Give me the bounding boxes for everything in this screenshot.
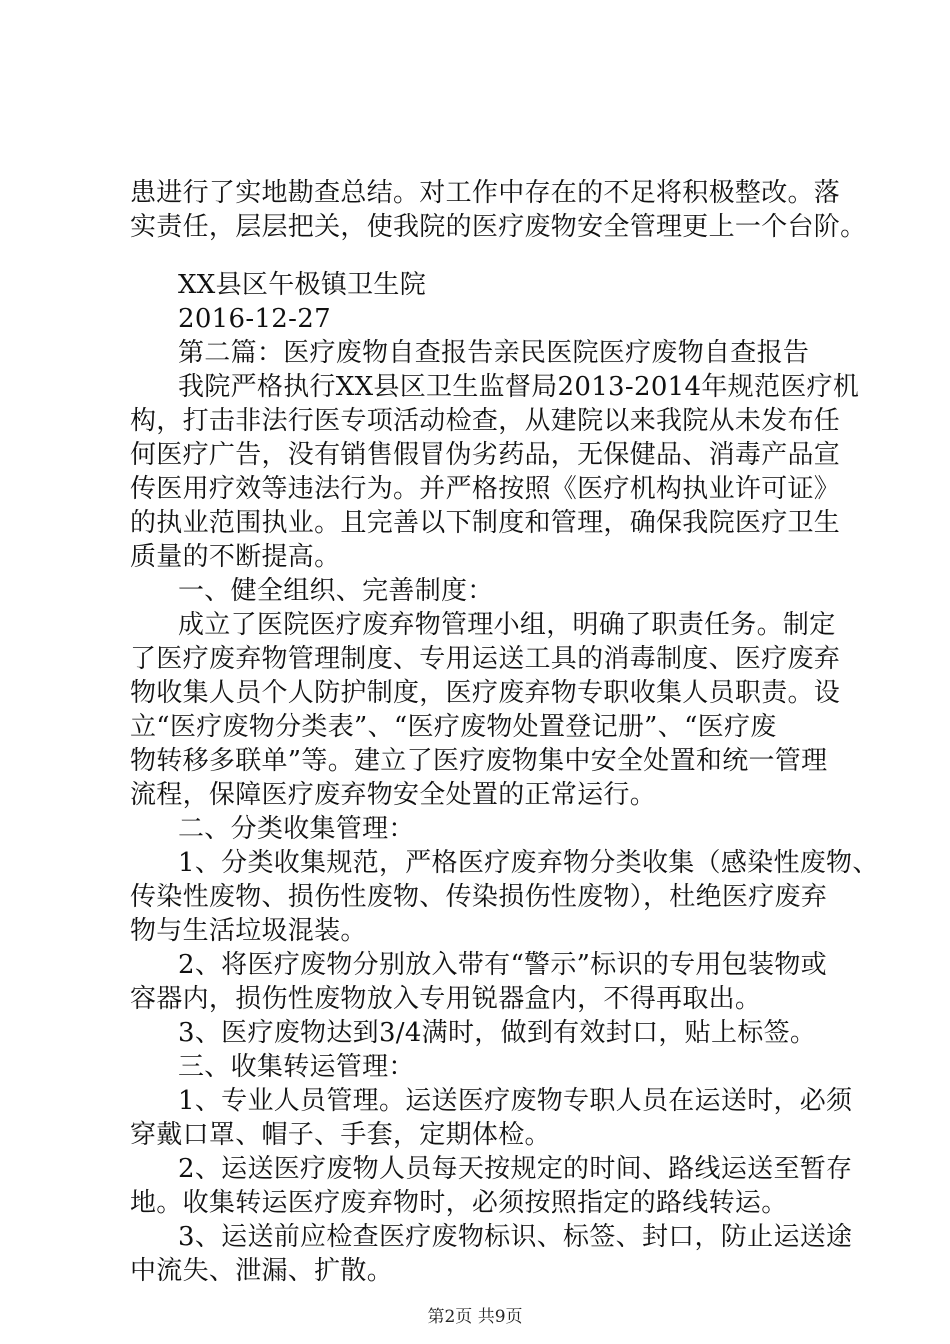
paragraph-line: 传医用疗效等违法行为。并严格按照《医疗机构执业许可证》 — [130, 474, 841, 504]
paragraph-line: 3、医疗废物达到3/4满时，做到有效封口，贴上标签。 — [178, 1018, 817, 1048]
paragraph-line: 构，打击非法行医专项活动检查，从建院以来我院从未发布任 — [130, 406, 841, 436]
paragraph-line: 何医疗广告，没有销售假冒伪劣药品，无保健品、消毒产品宣 — [130, 440, 841, 470]
paragraph-line: 容器内，损伤性废物放入专用锐器盒内，不得再取出。 — [130, 984, 762, 1014]
paragraph-line: 2、运送医疗废物人员每天按规定的时间、路线运送至暂存 — [178, 1154, 853, 1184]
paragraph-line: 了医疗废弃物管理制度、专用运送工具的消毒制度、医疗废弃 — [130, 644, 841, 674]
section-heading: 三、收集转运管理： — [178, 1052, 415, 1082]
page-number-footer: 第2页 共9页 — [427, 1307, 523, 1327]
paragraph-line: 流程，保障医疗废弃物安全处置的正常运行。 — [130, 780, 657, 810]
body-line: 实责任，层层把关，使我院的医疗废物安全管理更上一个台阶。 — [130, 212, 867, 242]
paragraph-line: 中流失、泄漏、扩散。 — [130, 1256, 394, 1286]
section-heading: 一、健全组织、完善制度： — [178, 576, 494, 606]
paragraph-line: 传染性废物、损伤性废物、传染损伤性废物），杜绝医疗废弃 — [130, 882, 828, 912]
paragraph-line: 地。收集转运医疗废弃物时，必须按照指定的路线转运。 — [130, 1188, 788, 1218]
paragraph-line: 2、将医疗废物分别放入带有“警示”标识的专用包装物或 — [178, 950, 827, 980]
paragraph-line: 1、分类收集规范，严格医疗废弃物分类收集（感染性废物、 — [178, 848, 879, 878]
paragraph-line: 我院严格执行XX县区卫生监督局2013-2014年规范医疗机 — [178, 372, 860, 402]
paragraph-line: 立“医疗废物分类表”、“医疗废物处置登记册”、“医疗废 — [130, 712, 777, 742]
paragraph-line: 质量的不断提高。 — [130, 542, 341, 572]
body-line: 患进行了实地勘查总结。对工作中存在的不足将积极整改。落 — [130, 178, 841, 208]
paragraph-line: 物收集人员个人防护制度，医疗废弃物专职收集人员职责。设 — [130, 678, 841, 708]
paragraph-line: 物转移多联单”等。建立了医疗废物集中安全处置和统一管理 — [130, 746, 828, 776]
section-title: 第二篇：医疗废物自查报告亲民医院医疗废物自查报告 — [178, 338, 810, 368]
paragraph-line: 物与生活垃圾混装。 — [130, 916, 367, 946]
paragraph-line: 穿戴口罩、帽子、手套，定期体检。 — [130, 1120, 551, 1150]
section-heading: 二、分类收集管理： — [178, 814, 415, 844]
signature-organization: XX县区午极镇卫生院 — [178, 270, 427, 300]
paragraph-line: 成立了医院医疗废弃物管理小组，明确了职责任务。制定 — [178, 610, 836, 640]
paragraph-line: 3、运送前应检查医疗废物标识、标签、封口，防止运送途 — [178, 1222, 853, 1252]
signature-date: 2016-12-27 — [178, 304, 331, 334]
paragraph-line: 的执业范围执业。且完善以下制度和管理，确保我院医疗卫生 — [130, 508, 841, 538]
paragraph-line: 1、专业人员管理。运送医疗废物专职人员在运送时，必须 — [178, 1086, 853, 1116]
